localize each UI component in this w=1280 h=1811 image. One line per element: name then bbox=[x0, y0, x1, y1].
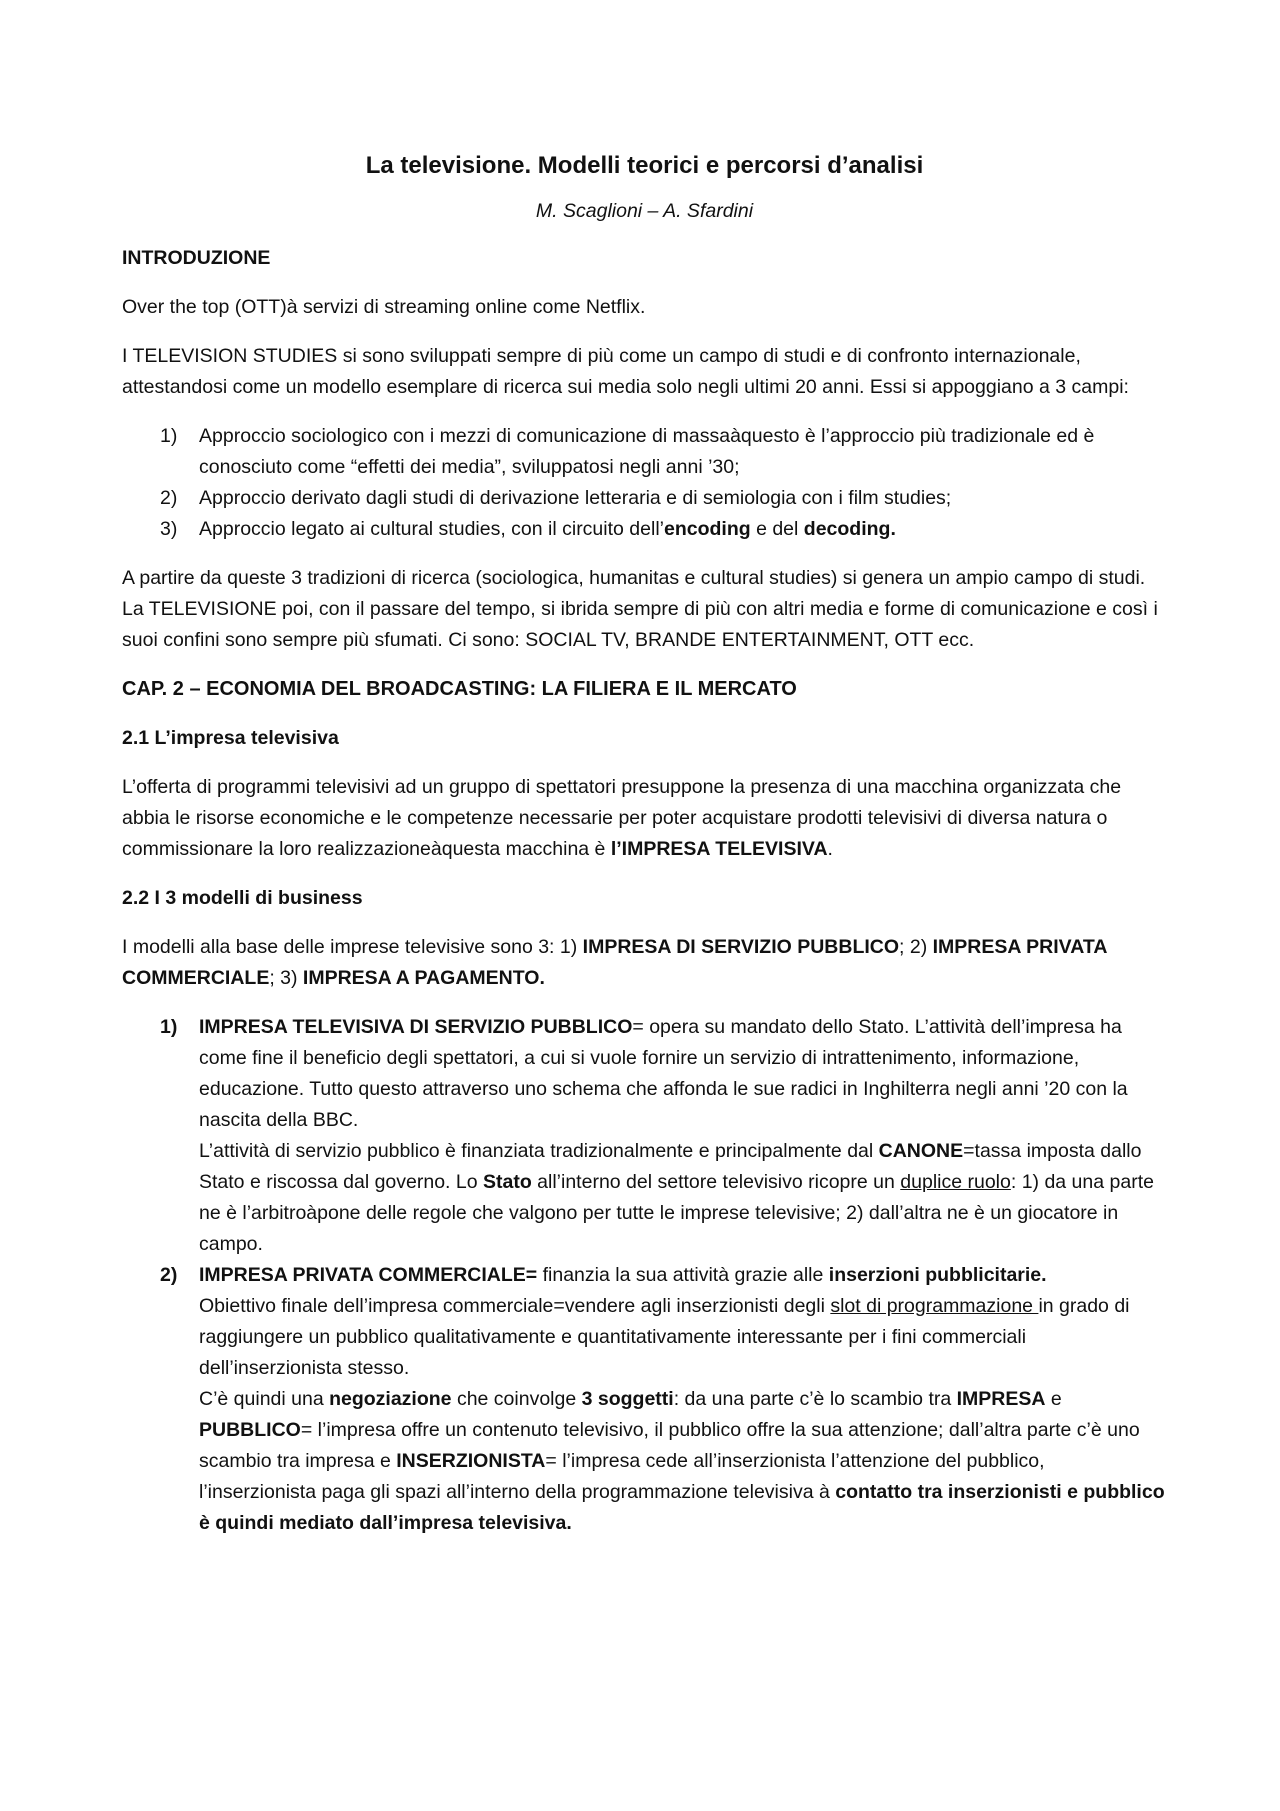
list-paragraph bbox=[199, 1012, 1167, 1136]
list-item bbox=[122, 514, 1167, 545]
paragraph-text: ; 2) bbox=[899, 936, 933, 958]
paragraph-bold: INSERZIONISTA bbox=[396, 1450, 546, 1472]
paragraph-text: L’attività di servizio pubblico è finanziata tradizionalmente e principalmente dal bbox=[199, 1140, 879, 1162]
paragraph-text: finanzia la sua attività grazie alle bbox=[537, 1264, 829, 1286]
paragraph-underline: duplice ruolo bbox=[900, 1171, 1011, 1193]
paragraph-text: =tassa imposta dallo Stato e riscossa dal governo. Lo bbox=[199, 1140, 1142, 1193]
paragraph-bold: IMPRESA bbox=[956, 1388, 1046, 1410]
paragraph-bold: Stato bbox=[483, 1171, 532, 1193]
intro-paragraph-2: I TELEVISION STUDIES si sono sviluppati sempre di più come un campo di studi e di confronto internazionale, attestandosi come un modello esemplare di ricerca sui media solo negli ultimi 20 anni. Essi si appoggiano a 3 campi: bbox=[122, 345, 1129, 398]
intro-paragraph-1: Over the top (OTT)à servizi di streaming online come Netflix. bbox=[122, 296, 646, 318]
chapter-heading: CAP. 2 – ECONOMIA DEL BROADCASTING: LA FILIERA E IL MERCATO bbox=[122, 678, 797, 700]
paragraph-text: = l’impresa offre un contenuto televisivo, il pubblico offre la sua attenzione; dall’altra parte c’è uno scambio tra impresa e bbox=[199, 1419, 1140, 1472]
list-paragraph bbox=[199, 1384, 1167, 1539]
list-item bbox=[122, 483, 1167, 514]
list-paragraph bbox=[199, 1291, 1167, 1384]
section-2-2-intro bbox=[122, 932, 1167, 994]
paragraph-bold: inserzioni pubblicitarie. bbox=[828, 1264, 1047, 1286]
document-page bbox=[122, 150, 1167, 1557]
document-title: La televisione. Modelli teorici e percorsi d’analisi bbox=[365, 152, 924, 179]
paragraph-text: : 1) da una parte ne è l’arbitroàpone delle regole che valgono per tutte le imprese televisive; 2) dall’altra ne è un giocatore in campo. bbox=[199, 1171, 1154, 1255]
list-item bbox=[122, 421, 1167, 483]
list-number: 3) bbox=[160, 518, 178, 540]
list-paragraph bbox=[199, 1136, 1167, 1260]
paragraph-bold: CANONE bbox=[878, 1140, 964, 1162]
list-number: 1) bbox=[160, 1016, 178, 1038]
list-item bbox=[122, 1012, 1167, 1260]
paragraph-text: = opera su mandato dello Stato. L’attività dell’impresa ha come fine il beneficio degli spettatori, a cui si vuole fornire un servizio di intrattenimento, informazione, educazione. Tutto questo attraverso uno schema che affonda le sue radici in Inghilterra negli anni ’20 con la nascita della BBC. bbox=[199, 1016, 1128, 1131]
paragraph-text: : da una parte c’è lo scambio tra bbox=[673, 1388, 957, 1410]
intro-list bbox=[122, 421, 1167, 545]
paragraph-text: C’è quindi una bbox=[199, 1388, 330, 1410]
paragraph-underline: slot di programmazione bbox=[830, 1295, 1039, 1317]
list-text: e del bbox=[750, 518, 804, 540]
paragraph-bold: IMPRESA PRIVATA COMMERCIALE bbox=[122, 936, 1107, 989]
paragraph-text: = l’impresa cede all’inserzionista l’attenzione del pubblico, l’inserzionista paga gli spazi all’interno della programmazione televisiva à bbox=[199, 1450, 1045, 1503]
list-paragraph bbox=[199, 1260, 1167, 1291]
list-bold-encoding: encoding bbox=[663, 518, 751, 540]
paragraph-bold: IMPRESA TELEVISIVA DI SERVIZIO PUBBLICO bbox=[199, 1016, 633, 1038]
list-number: 1) bbox=[160, 425, 178, 447]
paragraph-bold: l’IMPRESA TELEVISIVA bbox=[610, 838, 828, 860]
paragraph-bold: IMPRESA DI SERVIZIO PUBBLICO bbox=[582, 936, 900, 958]
paragraph-bold: contatto tra inserzionisti e pubblico è quindi mediato dall’impresa televisiva. bbox=[199, 1481, 1165, 1534]
list-item bbox=[122, 1260, 1167, 1539]
list-text: Approccio derivato dagli studi di derivazione letteraria e di semiologia con i film studies; bbox=[199, 487, 952, 509]
list-text: Approccio sociologico con i mezzi di comunicazione di massaàquesto è l’approccio più tradizionale ed è conosciuto come “effetti dei media”, sviluppatosi negli anni ’30; bbox=[199, 425, 1095, 478]
paragraph-text: ; 3) bbox=[269, 967, 303, 989]
paragraph-bold: negoziazione bbox=[329, 1388, 452, 1410]
business-models-list bbox=[122, 1012, 1167, 1539]
paragraph-text: in grado di raggiungere un pubblico qualitativamente e quantitativamente interessante per i fini commerciali dell’inserzionista stesso. bbox=[199, 1295, 1130, 1379]
paragraph-bold: IMPRESA PRIVATA COMMERCIALE= bbox=[199, 1264, 538, 1286]
paragraph-text: e bbox=[1045, 1388, 1062, 1410]
section-2-1-paragraph bbox=[122, 772, 1167, 865]
list-number: 2) bbox=[160, 1264, 178, 1286]
section-heading-2-1: 2.1 L’impresa televisiva bbox=[122, 727, 339, 749]
paragraph-text: all’interno del settore televisivo ricopre un bbox=[531, 1171, 901, 1193]
list-bold-decoding: decoding. bbox=[803, 518, 896, 540]
paragraph-text: I modelli alla base delle imprese televisive sono 3: 1) bbox=[122, 936, 583, 958]
paragraph-bold: IMPRESA A PAGAMENTO. bbox=[302, 967, 545, 989]
list-number: 2) bbox=[160, 487, 178, 509]
document-authors: M. Scaglioni – A. Sfardini bbox=[535, 200, 754, 222]
paragraph-bold: PUBBLICO bbox=[199, 1419, 301, 1441]
section-heading-2-2: 2.2 I 3 modelli di business bbox=[122, 887, 363, 909]
intro-paragraph-3: A partire da queste 3 tradizioni di ricerca (sociologica, humanitas e cultural studies) si genera un ampio campo di studi. La TELEVISIONE poi, con il passare del tempo, si ibrida sempre di più con altri media e forme di comunicazione e così i suoi confini sono sempre più sfumati. Ci sono: SOCIAL TV, BRANDE ENTERTAINMENT, OTT ecc. bbox=[122, 567, 1158, 651]
paragraph-text: Obiettivo finale dell’impresa commerciale=vendere agli inserzionisti degli bbox=[199, 1295, 831, 1317]
paragraph-text: che coinvolge bbox=[451, 1388, 582, 1410]
paragraph-text: . bbox=[827, 838, 833, 860]
intro-heading: INTRODUZIONE bbox=[122, 247, 271, 269]
paragraph-text: L’offerta di programmi televisivi ad un gruppo di spettatori presuppone la presenza di una macchina organizzata che abbia le risorse economiche e le competenze necessarie per poter acquistare prodotti televisivi di diversa natura o commissionare la loro realizzazioneàquesta macchina è bbox=[122, 776, 1122, 860]
list-text: Approccio legato ai cultural studies, con il circuito dell’ bbox=[199, 518, 664, 540]
paragraph-bold: 3 soggetti bbox=[581, 1388, 674, 1410]
